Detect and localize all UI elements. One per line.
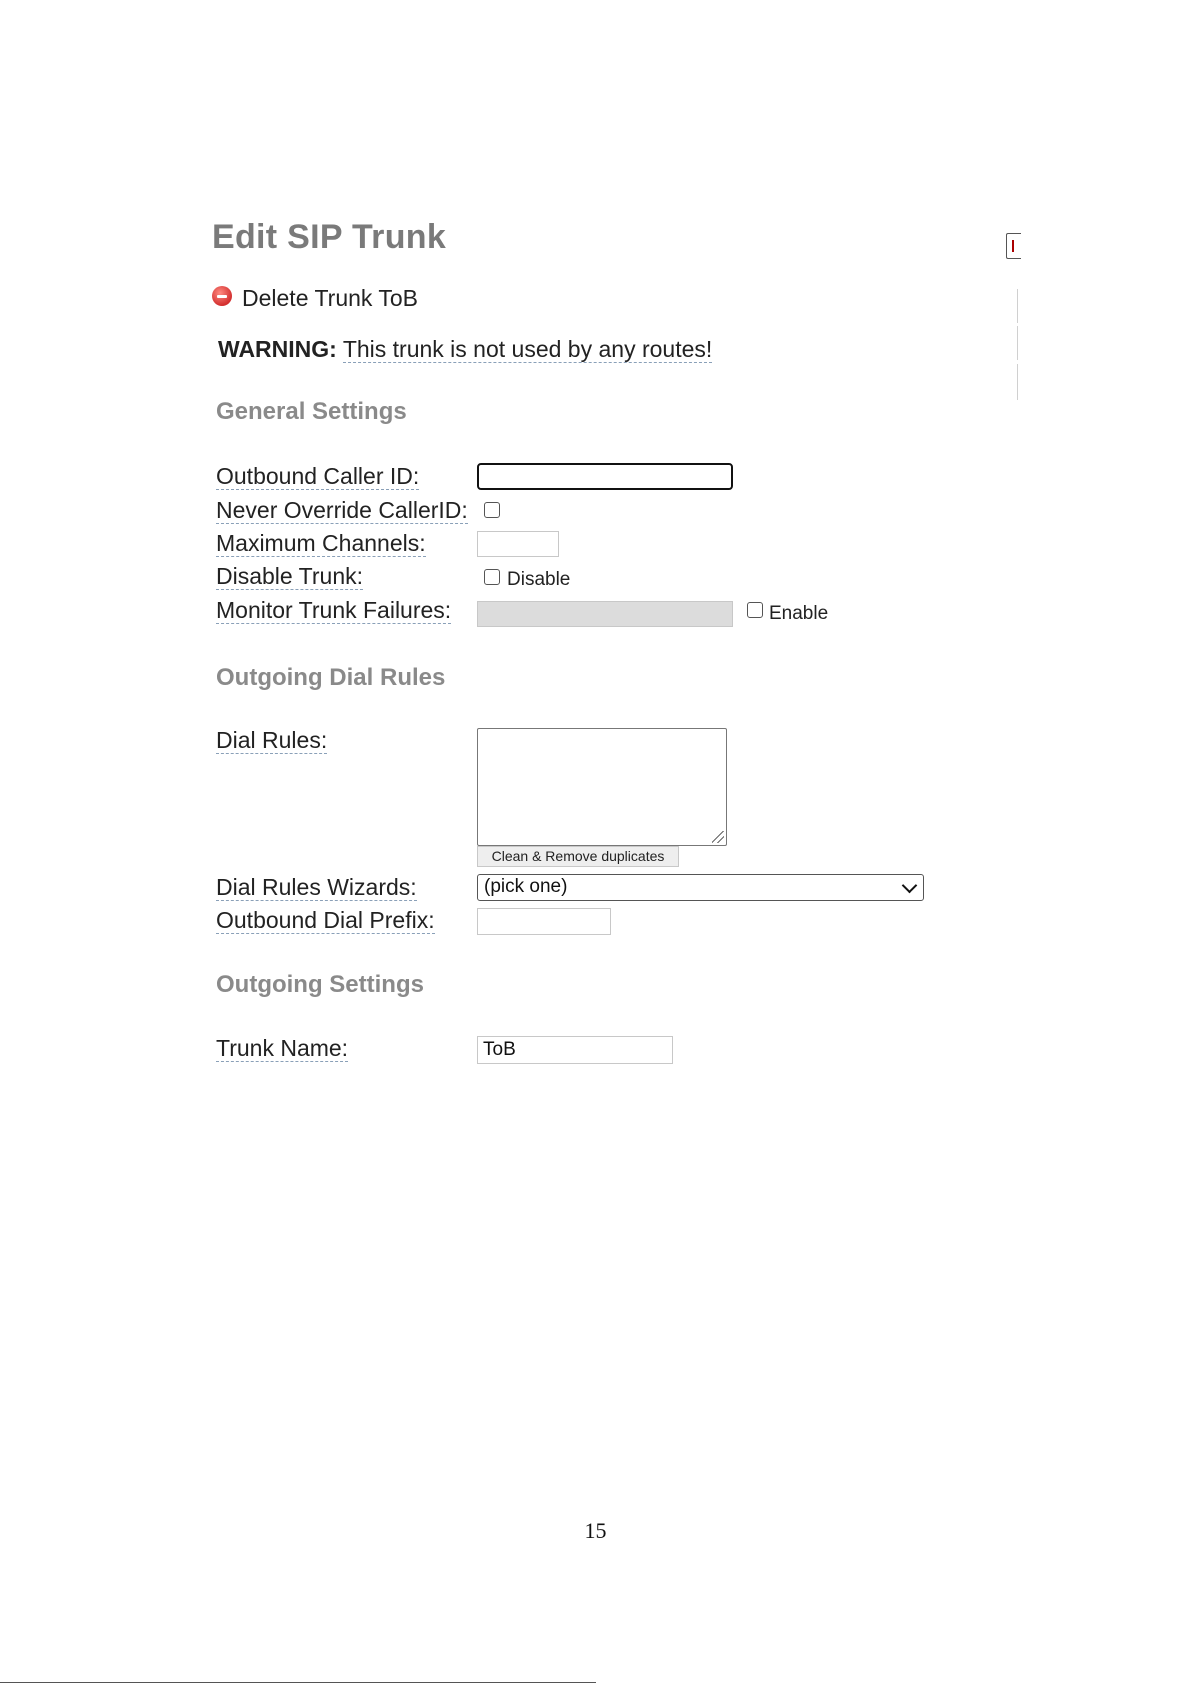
- resize-handle-icon[interactable]: [712, 831, 724, 843]
- warning-message: [218, 336, 712, 363]
- section-general-settings: General Settings: [216, 398, 407, 425]
- dial-rules-wizards-select[interactable]: [477, 874, 924, 901]
- outbound-caller-id-input[interactable]: [477, 463, 733, 490]
- enable-monitor-checkbox[interactable]: [747, 602, 763, 618]
- divider: [1017, 364, 1018, 400]
- never-override-checkbox[interactable]: [484, 502, 500, 518]
- delete-icon: [212, 286, 232, 306]
- dial-rules-textarea[interactable]: [477, 728, 727, 846]
- clean-remove-duplicates-button[interactable]: Clean & Remove duplicates: [477, 846, 679, 867]
- delete-trunk-label: Delete Trunk ToB: [242, 285, 419, 311]
- dial-rules-label: Dial Rules:: [216, 727, 328, 753]
- divider: [1017, 326, 1018, 360]
- outbound-dial-prefix-label: Outbound Dial Prefix:: [216, 907, 435, 933]
- page-title: Edit SIP Trunk: [212, 218, 447, 256]
- warning-label: WARNING:: [218, 336, 337, 362]
- trunk-name-label: Trunk Name:: [216, 1035, 349, 1061]
- monitor-trunk-failures-input: [477, 601, 733, 627]
- maximum-channels-input[interactable]: [477, 531, 559, 557]
- enable-checkbox-label: Enable: [769, 603, 829, 624]
- footer-divider: [0, 1682, 596, 1683]
- side-panel-button[interactable]: [1006, 233, 1021, 259]
- warning-text: This trunk is not used by any routes!: [342, 336, 713, 362]
- outbound-dial-prefix-input[interactable]: [477, 908, 611, 935]
- trunk-name-input[interactable]: [477, 1036, 673, 1064]
- divider: [1017, 289, 1018, 323]
- disable-trunk-label: Disable Trunk:: [216, 563, 364, 589]
- page-number: 15: [584, 1518, 607, 1543]
- disable-trunk-checkbox[interactable]: [484, 569, 500, 585]
- delete-trunk-link[interactable]: [212, 285, 418, 312]
- never-override-callerid-label: Never Override CallerID:: [216, 497, 468, 523]
- dial-rules-wizards-label: Dial Rules Wizards:: [216, 874, 417, 900]
- chevron-down-icon: [902, 878, 918, 894]
- section-outgoing-settings: Outgoing Settings: [216, 971, 424, 998]
- monitor-trunk-failures-label: Monitor Trunk Failures:: [216, 597, 452, 623]
- disable-checkbox-label: Disable: [507, 569, 571, 590]
- section-outgoing-dial-rules: Outgoing Dial Rules: [216, 664, 446, 691]
- outbound-caller-id-label: Outbound Caller ID:: [216, 463, 420, 489]
- dial-rules-wizards-value: (pick one): [484, 876, 568, 897]
- maximum-channels-label: Maximum Channels:: [216, 530, 426, 556]
